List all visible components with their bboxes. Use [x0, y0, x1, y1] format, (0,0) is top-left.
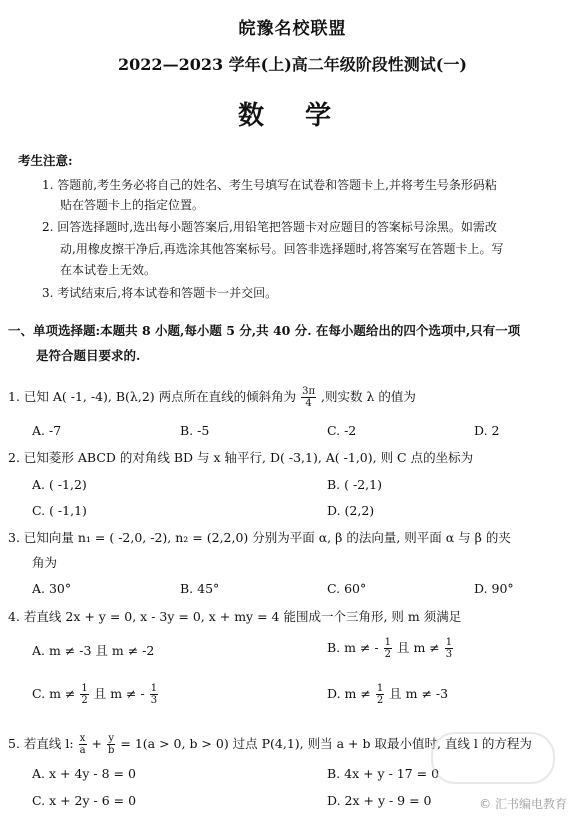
question-3-stem-line-1: 3. 已知向量 n₁ = ( -2,0, -2), n₂ = (2,2,0) 分别为平面 α, β 的法向量, 则平面 α 与 β 的夹: [8, 530, 511, 545]
question-1-option-c: C. -2: [327, 423, 357, 438]
question-1-stem-part-b: ,则实数 λ 的值为: [321, 389, 416, 404]
question-4-option-d-prefix: D. m ≠: [327, 686, 371, 701]
notice-item-2-line-3: 在本试卷上无效。: [60, 263, 157, 277]
fraction-denominator: 2: [384, 649, 391, 660]
question-5-option-b: B. 4x + y - 17 = 0: [327, 766, 440, 781]
fraction-numerator: 1: [81, 683, 88, 694]
watermark-text: © 汇书编电教育: [479, 797, 567, 811]
notice-item-2-line-1: 2. 回答选择题时,选出每小题答案后,用铅笔把答题卡对应题目的答案标号涂黑。如需改: [42, 220, 497, 234]
question-1-fraction-denominator: 4: [305, 398, 312, 409]
question-5-stem-part-b: = 1(a > 0, b > 0) 过点 P(4,1), 则当 a + b 取最小值时, 直线 l 的方程为: [120, 736, 532, 751]
question-1-fraction-numerator: 3π: [302, 386, 316, 397]
question-5-fraction-y: [107, 733, 115, 756]
watermark-stamp-outline: [431, 732, 555, 784]
question-4-stem: 4. 若直线 2x + y = 0, x - 3y = 0, x + my = 4 能围成一个三角形, 则 m 须满足: [8, 609, 462, 624]
fraction-numerator: y: [108, 733, 115, 744]
fraction-denominator: 3: [150, 695, 158, 706]
question-3-option-c: C. 60°: [327, 581, 367, 596]
question-4-option-c-prefix: C. m ≠: [32, 686, 76, 701]
question-3-option-b: B. 45°: [180, 581, 220, 596]
question-4-option-b-fraction-1: [384, 637, 392, 660]
notice-item-2-line-2: 动,用橡皮擦干净后,再选涂其他答案标号。回答非选择题时,将答案写在答题卡上。写: [60, 242, 504, 256]
section-heading-line-2: 是符合题目要求的.: [36, 348, 141, 363]
fraction-numerator: 1: [150, 683, 158, 694]
notice-title: 考生注意:: [18, 153, 73, 168]
question-3-stem-line-2: 角为: [32, 555, 58, 570]
question-5-option-c: C. x + 2y - 6 = 0: [32, 793, 137, 808]
question-5-option-a: A. x + 4y - 8 = 0: [32, 766, 136, 781]
question-3-option-d: D. 90°: [474, 581, 514, 596]
exam-title: 2022—2023 学年(上)高二年级阶段性测试(一): [118, 55, 467, 74]
question-1-stem-part-a: 1. 已知 A( -1, -4), B(λ,2) 两点所在直线的倾斜角为: [8, 389, 297, 404]
fraction-denominator: 2: [81, 695, 88, 706]
section-heading-line-1: 一、单项选择题:本题共 8 小题,每小题 5 分,共 40 分. 在每小题给出的四个选项中,只有一项: [8, 323, 521, 338]
question-1-option-a: A. -7: [32, 423, 62, 438]
fraction-denominator: 3: [445, 649, 453, 660]
question-2-option-b: B. ( -2,1): [327, 477, 382, 492]
fraction-numerator: x: [79, 733, 86, 744]
notice-item-3: 3. 考试结束后,将本试卷和答题卡一并交回。: [42, 286, 278, 300]
question-2-stem: 2. 已知菱形 ABCD 的对角线 BD 与 x 轴平行, D( -3,1), A( -1,0), 则 C 点的坐标为: [8, 450, 474, 465]
fraction-denominator: a: [79, 745, 86, 756]
question-4-option-b-fraction-2: [445, 637, 453, 660]
question-2-option-a: A. ( -1,2): [32, 477, 87, 492]
question-4-option-b-middle: 且 m ≠: [396, 640, 440, 655]
fraction-denominator: 2: [376, 695, 384, 706]
question-1-fraction: [301, 386, 316, 409]
question-4-option-a: A. m ≠ -3 且 m ≠ -2: [32, 643, 155, 658]
question-5-stem-part-a: 5. 若直线 l:: [8, 736, 74, 751]
question-3-option-a: A. 30°: [32, 581, 72, 596]
alliance-title: 皖豫名校联盟: [238, 19, 347, 39]
fraction-denominator: b: [108, 745, 115, 756]
question-5-fraction-x: [79, 733, 87, 756]
question-2-option-d: D. (2,2): [327, 503, 375, 518]
question-4-option-d-fraction: [376, 683, 384, 706]
question-5-option-d: D. 2x + y - 9 = 0: [327, 793, 432, 808]
question-4-option-d-suffix: 且 m ≠ -3: [389, 686, 449, 701]
question-4-option-c-middle: 且 m ≠ -: [93, 686, 145, 701]
question-1-stem: [8, 386, 416, 409]
question-4-option-c-fraction-2: [150, 683, 158, 706]
question-4-option-d: [327, 683, 448, 706]
notice-item-1-line-2: 贴在答题卡上的指定位置。: [60, 198, 205, 212]
question-4-option-b: [327, 637, 454, 660]
fraction-numerator: 1: [376, 683, 384, 694]
question-4-option-c-fraction-1: [80, 683, 88, 706]
subject-title: 数 学: [237, 101, 348, 131]
fraction-numerator: 1: [445, 637, 453, 648]
question-4-option-b-prefix: B. m ≠ -: [327, 640, 379, 655]
question-2-option-c: C. ( -1,1): [32, 503, 87, 518]
plus-sign: +: [91, 736, 103, 751]
fraction-numerator: 1: [384, 637, 391, 648]
question-4-option-c: [32, 683, 159, 706]
question-1-option-b: B. -5: [180, 423, 210, 438]
question-1-option-d: D. 2: [474, 423, 500, 438]
notice-item-1-line-1: 1. 答题前,考生务必将自己的姓名、考生号填写在试卷和答题卡上,并将考生号条形码粘: [42, 178, 497, 192]
